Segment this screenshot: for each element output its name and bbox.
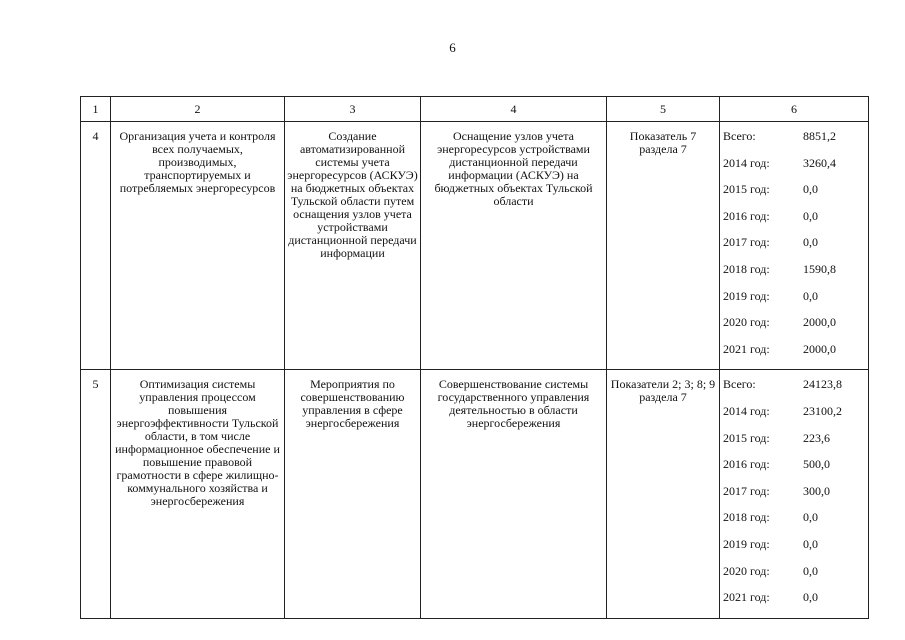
finance-line xyxy=(720,236,868,263)
finance-label: 2016 год: xyxy=(723,457,770,472)
finance-label: 2015 год: xyxy=(723,182,770,197)
finance-line xyxy=(720,343,868,370)
measure-name: Создание автоматизированной системы учета энергоресурсов (АСКУЭ) на бюджетных объектах Тульской области путем оснащения узлов учета устройствами дистанционной передачи информации xyxy=(285,122,421,370)
task-name: Оптимизация системы управления процессом повышения энергоэффективности Тульской области, в том числе информационное обеспечение и повышение правовой грамотности в сфере жилищно-коммунального хозяйства и энергосбережения xyxy=(111,370,285,618)
finance-label: 2017 год: xyxy=(723,235,770,250)
finance-value: 223,6 xyxy=(803,430,830,445)
header-cell: 2 xyxy=(111,97,285,122)
finance-line xyxy=(720,316,868,343)
measure-name: Мероприятия по совершенствованию управления в сфере энергосбережения xyxy=(285,370,421,618)
finance-line xyxy=(720,538,868,565)
finance-label: 2017 год: xyxy=(723,483,770,498)
table-row xyxy=(81,370,869,618)
finance-value: 0,0 xyxy=(803,563,818,578)
table-header-row xyxy=(81,97,869,122)
finance-label: 2021 год: xyxy=(723,590,770,605)
indicator-ref: Показатели 2; 3; 8; 9 раздела 7 xyxy=(607,370,720,618)
finance-value: 0,0 xyxy=(803,288,818,303)
finance-line xyxy=(720,210,868,237)
row-number: 5 xyxy=(81,370,111,618)
finance-value: 0,0 xyxy=(803,510,818,525)
finance-cell xyxy=(720,122,869,370)
finance-value: 0,0 xyxy=(803,536,818,551)
expected-result: Совершенствование системы государственного управления деятельностью в области энергосбережения xyxy=(421,370,607,618)
indicator-ref: Показатель 7 раздела 7 xyxy=(607,122,720,370)
finance-value: 1590,8 xyxy=(803,261,836,276)
finance-label: 2014 год: xyxy=(723,155,770,170)
finance-value: 2000,0 xyxy=(803,341,836,356)
finance-value: 500,0 xyxy=(803,457,830,472)
finance-label: Всего: xyxy=(723,129,756,143)
finance-line xyxy=(720,591,868,618)
finance-label: 2020 год: xyxy=(723,563,770,578)
header-cell: 6 xyxy=(720,97,869,122)
finance-label: 2019 год: xyxy=(723,288,770,303)
finance-line xyxy=(720,263,868,290)
finance-value: 8851,2 xyxy=(803,129,836,143)
finance-value: 2000,0 xyxy=(803,315,836,330)
finance-value: 0,0 xyxy=(803,208,818,223)
table-row xyxy=(81,122,869,370)
program-table xyxy=(80,96,869,619)
expected-result: Оснащение узлов учета энергоресурсов устройствами дистанционной передачи информации (АСКУЭ) на бюджетных объектах Тульской области xyxy=(421,122,607,370)
finance-line xyxy=(720,378,868,405)
finance-label: 2015 год: xyxy=(723,430,770,445)
finance-line xyxy=(720,432,868,459)
finance-line xyxy=(720,485,868,512)
finance-line xyxy=(720,157,868,184)
page-number: 6 xyxy=(449,40,456,55)
finance-line xyxy=(720,183,868,210)
finance-value: 24123,8 xyxy=(803,377,842,392)
finance-value: 0,0 xyxy=(803,590,818,605)
finance-value: 0,0 xyxy=(803,235,818,250)
finance-line xyxy=(720,405,868,432)
row-number: 4 xyxy=(81,122,111,370)
finance-label: 2018 год: xyxy=(723,261,770,276)
finance-label: Всего: xyxy=(723,377,756,392)
finance-value: 0,0 xyxy=(803,182,818,197)
task-name: Организация учета и контроля всех получаемых, производимых, транспортируемых и потребляемых энергоресурсов xyxy=(111,122,285,370)
finance-line xyxy=(720,565,868,592)
header-cell: 4 xyxy=(421,97,607,122)
finance-value: 23100,2 xyxy=(803,403,842,418)
finance-line xyxy=(720,290,868,317)
finance-line xyxy=(720,458,868,485)
finance-label: 2016 год: xyxy=(723,208,770,223)
finance-value: 3260,4 xyxy=(803,155,836,170)
header-cell: 1 xyxy=(81,97,111,122)
header-cell: 5 xyxy=(607,97,720,122)
finance-cell xyxy=(720,370,869,618)
finance-label: 2019 год: xyxy=(723,536,770,551)
finance-label: 2020 год: xyxy=(723,315,770,330)
finance-line xyxy=(720,511,868,538)
finance-label: 2021 год: xyxy=(723,341,770,356)
finance-value: 300,0 xyxy=(803,483,830,498)
finance-label: 2018 год: xyxy=(723,510,770,525)
header-cell: 3 xyxy=(285,97,421,122)
finance-label: 2014 год: xyxy=(723,403,770,418)
finance-line xyxy=(720,130,868,157)
